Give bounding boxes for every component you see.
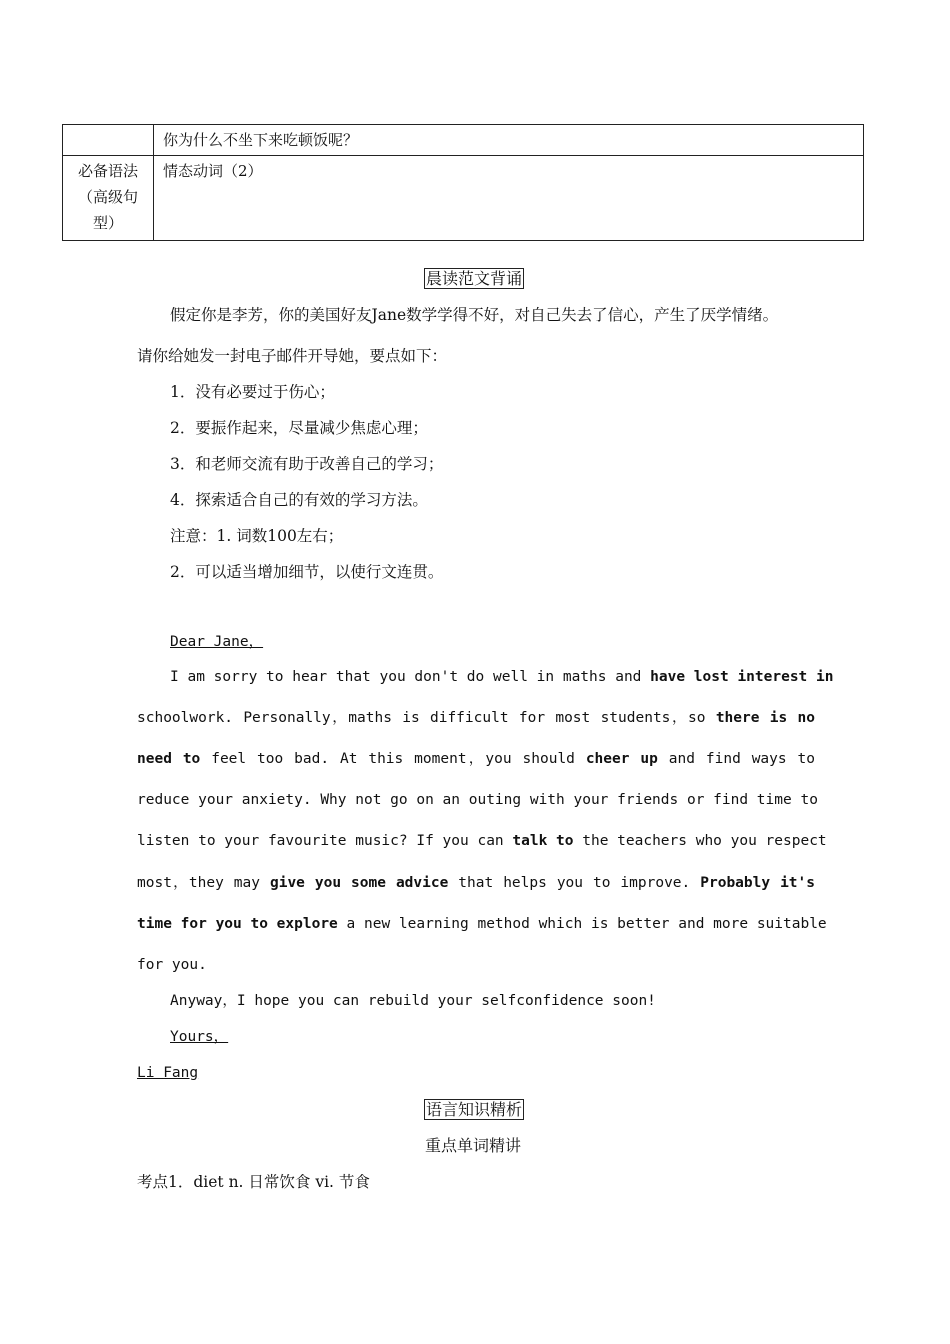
- label-line: 型）: [92, 214, 123, 232]
- note-line: 注意：1. 词数100左右；: [170, 527, 344, 545]
- key-phrase: cheer up: [585, 751, 658, 767]
- key-phrase: time for you to explore: [137, 916, 338, 932]
- text-run: I am sorry to hear that you don't do well in maths and: [170, 669, 651, 685]
- section-heading-reading: 晨读范文背诵: [426, 269, 523, 288]
- letter-signature: Li Fang: [137, 1065, 199, 1081]
- text-run: most，they may: [137, 875, 270, 891]
- grammar-table: [62, 124, 864, 241]
- letter-line: [137, 914, 827, 934]
- requirement-point: 3．和老师交流有助于改善自己的学习；: [170, 455, 444, 473]
- letter-closing: Yours，: [170, 1029, 229, 1045]
- key-phrase: Probably it's: [700, 875, 815, 891]
- section-heading-knowledge: 语言知识精析: [426, 1100, 523, 1119]
- letter-line: for you.: [137, 957, 207, 973]
- letter-salutation: Dear Jane，: [170, 634, 264, 650]
- table-cell-content: 你为什么不坐下来吃顿饭呢？: [154, 125, 864, 156]
- requirement-point: 2．要振作起来，尽量减少焦虑心理；: [170, 419, 428, 437]
- key-phrase: talk to: [512, 833, 574, 849]
- letter-line: [137, 831, 827, 851]
- key-phrase: give you some advice: [269, 875, 449, 891]
- table-cell-content: 情态动词（2）: [154, 156, 864, 241]
- note-line: 2．可以适当增加细节，以使行文连贯。: [170, 563, 444, 581]
- text-run: feel too bad. At this moment，you should: [200, 751, 586, 767]
- prompt-line: 假定你是李芳，你的美国好友Jane数学学得不好，对自己失去了信心，产生了厌学情绪。: [170, 306, 779, 324]
- letter-line: [170, 667, 834, 687]
- key-phrase: have lost interest in: [650, 669, 834, 685]
- letter-line: [137, 708, 815, 728]
- text-run: schoolwork. Personally，maths is difficult for most students，so: [137, 710, 716, 726]
- letter-paragraph: Anyway，I hope you can rebuild your selfconfidence soon!: [170, 993, 656, 1009]
- text-run: listen to your favourite music? If you can: [137, 833, 513, 849]
- text-run: the teachers who you respect: [573, 833, 827, 849]
- label-line: 必备语法: [77, 162, 138, 180]
- table-row: [63, 125, 864, 156]
- table-cell-label: [63, 156, 154, 241]
- key-phrase: there is no: [715, 710, 816, 726]
- text-run: and find ways to: [657, 751, 815, 767]
- letter-line: reduce your anxiety. Why not go on an outing with your friends or find time to: [137, 792, 818, 808]
- subheading-key-words: 重点单词精讲: [425, 1136, 522, 1155]
- label-line: （高级句: [77, 188, 138, 206]
- table-row: [63, 156, 864, 241]
- text-run: a new learning method which is better and more suitable: [337, 916, 827, 932]
- letter-line: [137, 749, 815, 769]
- text-run: that helps you to improve.: [448, 875, 701, 891]
- requirement-point: 4．探索适合自己的有效的学习方法。: [170, 491, 428, 509]
- prompt-line: 请你给她发一封电子邮件开导她，要点如下：: [137, 347, 448, 365]
- table-cell-label: [63, 125, 154, 156]
- requirement-point: 1．没有必要过于伤心；: [170, 383, 335, 401]
- exam-point: 考点1．diet n. 日常饮食 vi. 节食: [137, 1173, 370, 1191]
- letter-line: [137, 873, 815, 893]
- key-phrase: need to: [137, 751, 201, 767]
